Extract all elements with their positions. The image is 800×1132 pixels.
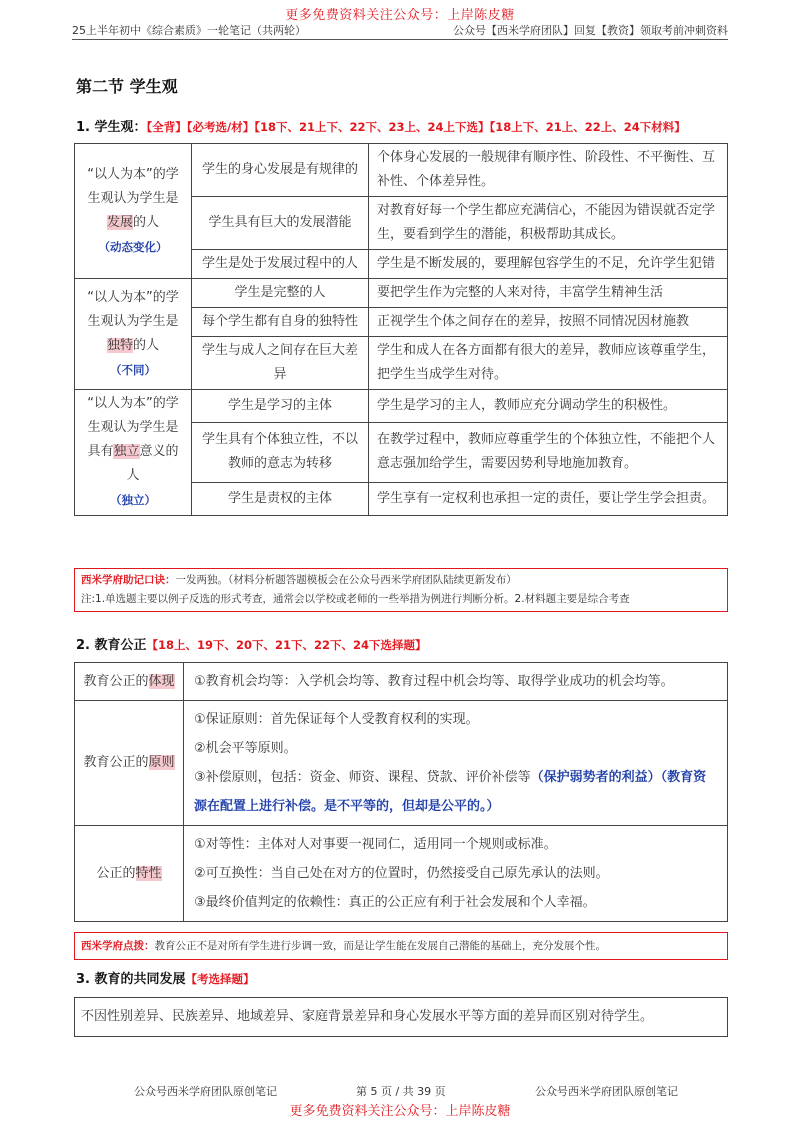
heading-text: 3. 教育的共同发展 bbox=[76, 972, 186, 987]
exam-tags: 【考选择题】 bbox=[185, 972, 255, 986]
note-line1: 一发两独。（材料分析题答题模板会在公众号西米学府团队陆续更新发布） bbox=[175, 574, 517, 586]
header-right: 公众号【西米学府团队】回复【教资】领取考前冲刺资料 bbox=[453, 24, 728, 37]
item-cell: 学生是完整的人 bbox=[192, 279, 369, 308]
row-content-cell bbox=[184, 701, 728, 826]
group-label-keyword: 发展 bbox=[106, 214, 133, 230]
exam-tags: 【全背】【必考选/材】【18下、21上下、22下、23上、24上下选】【18上下、21上、22上、24下材料】 bbox=[146, 120, 686, 134]
group-label-cell bbox=[75, 390, 192, 516]
note-line2: 注:1.单选题主要以例子反选的形式考查，通常会以学校或老师的一些举措为例进行判断分析。2.材料题主要是综合考查 bbox=[81, 593, 630, 605]
group-label-text: 意义的人 bbox=[126, 444, 179, 483]
desc-cell: 学生和成人在各方面都有很大的差异，教师应该尊重学生，把学生当成学生对待。 bbox=[369, 337, 728, 390]
desc-cell: 学生是学习的主人，教师应充分调动学生的积极性。 bbox=[369, 390, 728, 423]
group-label-text: “以人为本”的学生观认为学生是具有 bbox=[87, 396, 179, 459]
exam-tags: 【18上、19下、20下、21下、22下、24下选择题】 bbox=[146, 638, 427, 652]
desc-cell: 对教育好每一个学生都应充满信心，不能因为错误就否定学生，要看到学生的潜能，积极帮助其成长。 bbox=[369, 197, 728, 250]
row-label-keyword: 体现 bbox=[148, 673, 175, 689]
footer-left: 公众号西米学府团队原创笔记 bbox=[134, 1085, 277, 1098]
note-text: 教育公正不是对所有学生进行步调一致，而是让学生能在发展自己潜能的基础上，充分发展个性。 bbox=[154, 940, 606, 952]
content-line bbox=[194, 763, 717, 821]
group-label-text: 的人 bbox=[133, 337, 160, 353]
row-label-text: 教育公正的 bbox=[83, 673, 149, 689]
row-label-keyword: 原则 bbox=[148, 755, 175, 770]
heading-education-fairness bbox=[76, 634, 427, 653]
group-label-keyword: 独立 bbox=[113, 444, 140, 459]
row-label-text: 公正的 bbox=[96, 865, 136, 881]
heading-common-development bbox=[76, 968, 255, 987]
content-text: ③补偿原则，包括：资金、师资、课程、贷款、评价补偿等 bbox=[194, 770, 531, 785]
row-label-cell bbox=[75, 701, 184, 826]
item-cell: 学生与成人之间存在巨大差异 bbox=[192, 337, 369, 390]
tip-note bbox=[74, 932, 728, 960]
content-line: ③最终价值判定的依赖性：真正的公正应有利于社会发展和个人幸福。 bbox=[194, 895, 596, 910]
item-cell: 学生的身心发展是有规律的 bbox=[192, 144, 369, 197]
row-label-keyword: 特性 bbox=[135, 865, 162, 881]
bottom-banner: 更多免费资料关注公众号：上岸陈皮糖 bbox=[289, 1104, 511, 1119]
row-label-text: 教育公正的 bbox=[83, 755, 149, 770]
header-left: 25上半年初中《综合素质》一轮笔记（共两轮） bbox=[72, 24, 306, 37]
group-label-text: “以人为本”的学生观认为学生是 bbox=[87, 289, 179, 329]
heading-text: 2. 教育公正 bbox=[76, 638, 147, 653]
common-development-box: 不因性别差异、民族差异、地域差异、家庭背景差异和身心发展水平等方面的差异而区别对待学生。 bbox=[74, 997, 728, 1037]
footer-right: 公众号西米学府团队原创笔记 bbox=[535, 1085, 678, 1098]
heading-student-view bbox=[76, 116, 686, 135]
group-label-sub: （独立） bbox=[110, 493, 156, 507]
student-view-table bbox=[74, 143, 728, 516]
group-label-text: 的人 bbox=[133, 214, 160, 230]
heading-text: 1. 学生观： bbox=[76, 120, 147, 135]
item-cell: 学生具有巨大的发展潜能 bbox=[192, 197, 369, 250]
page-header bbox=[72, 21, 728, 40]
row-content-cell bbox=[184, 826, 728, 922]
item-cell: 学生是责权的主体 bbox=[192, 483, 369, 516]
desc-cell: 学生是不断发展的，要理解包容学生的不足，允许学生犯错 bbox=[369, 250, 728, 279]
row-label-cell bbox=[75, 663, 184, 701]
top-banner: 更多免费资料关注公众号：上岸陈皮糖 bbox=[285, 8, 515, 23]
page-number: 第 5 页 / 共 39 页 bbox=[356, 1085, 446, 1098]
group-label-sub: （不同） bbox=[110, 362, 156, 377]
content-emphasis: （保护弱势者的利益）（教育资源在配置上进行补偿。是不平等的，但却是公平的。） bbox=[194, 770, 707, 814]
table-row bbox=[75, 701, 728, 826]
content-line: ①教育机会均等：入学机会均等、教育过程中机会均等、取得学业成功的机会均等。 bbox=[194, 674, 674, 689]
table-row bbox=[75, 279, 728, 308]
group-label-text: “以人为本”的学生观认为学生是 bbox=[87, 166, 179, 206]
desc-cell: 正视学生个体之间存在的差异，按照不同情况因材施教 bbox=[369, 308, 728, 337]
mnemonic-note bbox=[74, 568, 728, 612]
item-cell: 学生是处于发展过程中的人 bbox=[192, 250, 369, 279]
content-line: ①保证原则：首先保证每个人受教育权利的实现。 bbox=[194, 712, 479, 727]
desc-cell: 在教学过程中，教师应尊重学生的个体独立性，不能把个人意志强加给学生，需要因势利导地施加教育。 bbox=[369, 422, 728, 482]
note-lead: 西米学府点拨： bbox=[81, 940, 155, 952]
group-label-keyword: 独特 bbox=[106, 337, 133, 353]
section-title: 第二节 学生观 bbox=[76, 77, 178, 96]
content-line: ②机会平等原则。 bbox=[194, 741, 297, 756]
education-fairness-table bbox=[74, 662, 728, 922]
table-row bbox=[75, 826, 728, 922]
table-row bbox=[75, 663, 728, 701]
content-line: ①对等性：主体对人对事要一视同仁，适用同一个规则或标准。 bbox=[194, 837, 557, 852]
item-cell: 每个学生都有自身的独特性 bbox=[192, 308, 369, 337]
desc-cell: 学生享有一定权利也承担一定的责任，要让学生学会担责。 bbox=[369, 483, 728, 516]
item-cell: 学生具有个体独立性，不以教师的意志为转移 bbox=[192, 422, 369, 482]
item-cell: 学生是学习的主体 bbox=[192, 390, 369, 423]
row-content-cell bbox=[184, 663, 728, 701]
desc-cell: 要把学生作为完整的人来对待，丰富学生精神生活 bbox=[369, 279, 728, 308]
note-lead: 西米学府助记口诀： bbox=[81, 574, 176, 586]
desc-cell: 个体身心发展的一般规律有顺序性、阶段性、不平衡性、互补性、个体差异性。 bbox=[369, 144, 728, 197]
row-label-cell bbox=[75, 826, 184, 922]
group-label-sub: （动态变化） bbox=[98, 239, 168, 254]
group-label-cell bbox=[75, 144, 192, 279]
table-row bbox=[75, 390, 728, 423]
group-label-cell bbox=[75, 279, 192, 390]
table-row bbox=[75, 144, 728, 197]
content-line: ②可互换性：当自己处在对方的位置时，仍然接受自己原先承认的法则。 bbox=[194, 866, 609, 881]
